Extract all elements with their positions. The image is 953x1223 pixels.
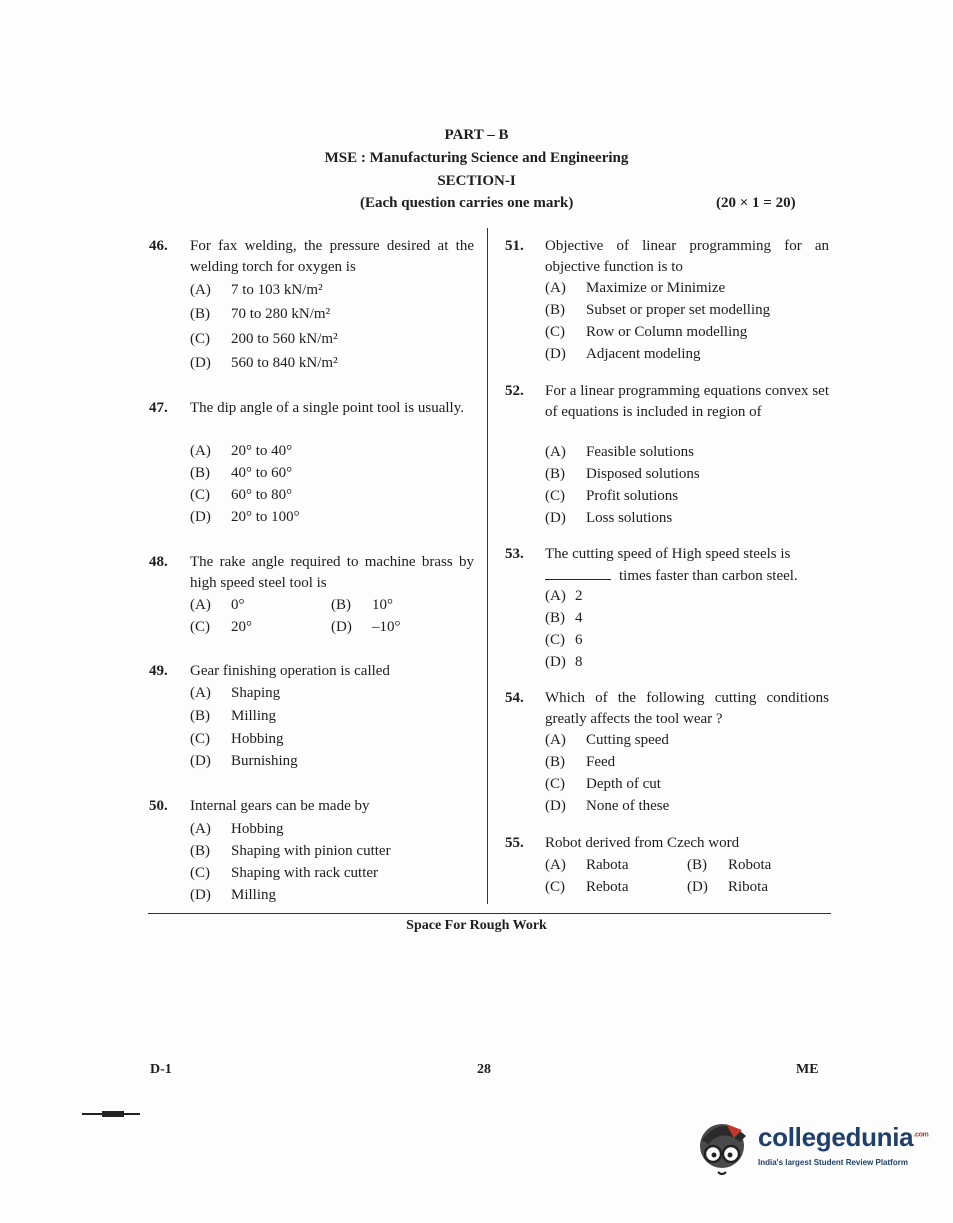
option-label: (D) [190, 355, 211, 371]
bottom-rule [148, 913, 831, 914]
option-label: (A) [545, 732, 566, 748]
option-label: (C) [190, 331, 210, 347]
option-a [190, 280, 323, 301]
option-c [190, 485, 292, 506]
logo-name: collegedunia [758, 1122, 914, 1152]
footer-code: D-1 [150, 1062, 172, 1077]
option-label: (D) [545, 346, 566, 362]
mascot-icon [696, 1120, 754, 1180]
option-a [545, 855, 629, 876]
answer-blank [545, 565, 611, 580]
option-text: Rebota [586, 879, 629, 895]
option-label: (B) [190, 306, 210, 322]
option-label: (D) [545, 798, 566, 814]
question-number: 49. [149, 663, 168, 679]
option-text: 6 [575, 632, 583, 648]
footer-subject: ME [796, 1062, 819, 1077]
option-text: None of these [586, 798, 670, 814]
option-text: Hobbing [231, 821, 284, 837]
option-text: Feasible solutions [586, 444, 694, 460]
question-text: The dip angle of a single point tool is usually. [190, 400, 464, 416]
option-label: (C) [190, 619, 210, 635]
option-a [190, 441, 292, 462]
option-text: 40° to 60° [231, 465, 293, 481]
option-label: (B) [545, 610, 565, 626]
option-a [545, 730, 669, 751]
option-a [545, 442, 694, 463]
option-label: (B) [545, 466, 565, 482]
option-text: 20° [231, 619, 252, 635]
marks-text: (20 × 1 = 20) [716, 195, 796, 211]
option-text: Shaping [231, 685, 281, 701]
option-c [190, 617, 252, 638]
question-number: 51. [505, 238, 524, 254]
question-text: The rake angle required to machine brass by high speed steel tool is [190, 554, 474, 591]
question-text: Internal gears can be made by [190, 798, 370, 814]
option-text: Burnishing [231, 753, 298, 769]
option-text: Subset or proper set modelling [586, 302, 771, 318]
logo-wordmark [758, 1122, 928, 1153]
option-label: (D) [331, 619, 352, 635]
question-text: Gear finishing operation is called [190, 663, 390, 679]
option-text: Disposed solutions [586, 466, 700, 482]
option-text: Loss solutions [586, 510, 673, 526]
option-b [545, 608, 583, 629]
option-label: (C) [545, 879, 565, 895]
option-text: Rabota [586, 857, 629, 873]
question-text: Objective of linear programming for an objective function is to [545, 238, 829, 275]
option-label: (C) [190, 731, 210, 747]
question-text: For fax welding, the pressure desired at the welding torch for oxygen is [190, 238, 474, 275]
option-c [545, 630, 583, 651]
option-label: (B) [545, 754, 565, 770]
option-b [545, 752, 615, 773]
option-label: (C) [545, 632, 565, 648]
option-c [545, 877, 629, 898]
question-text-2: times faster than carbon steel. [619, 568, 798, 584]
option-text: Profit solutions [586, 488, 679, 504]
question-number: 48. [149, 554, 168, 570]
option-text: 560 to 840 kN/m² [231, 355, 338, 371]
option-label: (C) [545, 488, 565, 504]
option-text: Ribota [728, 879, 768, 895]
option-b [190, 304, 330, 325]
logo-tagline: India's largest Student Review Platform [758, 1158, 908, 1167]
option-label: (C) [190, 865, 210, 881]
question-text: For a linear programming equations convex set of equations is included in region of [545, 383, 829, 420]
option-c [190, 863, 378, 884]
option-text: 8 [575, 654, 583, 670]
option-text: 70 to 280 kN/m² [231, 306, 331, 322]
question-text: Robot derived from Czech word [545, 835, 740, 851]
option-text: 2 [575, 588, 583, 604]
option-label: (D) [190, 753, 211, 769]
column-divider [487, 228, 488, 904]
option-label: (B) [687, 857, 707, 873]
option-label: (D) [545, 510, 566, 526]
question-number: 50. [149, 798, 168, 814]
option-text: 10° [372, 597, 393, 613]
option-b [545, 464, 700, 485]
option-text: 20° to 100° [231, 509, 300, 525]
instruction-text: (Each question carries one mark) [360, 195, 574, 211]
option-label: (A) [190, 443, 211, 459]
option-text: Robota [728, 857, 772, 873]
option-text: Adjacent modeling [586, 346, 701, 362]
option-label: (A) [545, 588, 566, 604]
option-c [545, 486, 678, 507]
option-text: 0° [231, 597, 245, 613]
option-d [190, 353, 338, 374]
option-text: 60° to 80° [231, 487, 293, 503]
option-c [190, 329, 338, 350]
option-text: Milling [231, 708, 277, 724]
option-text: Depth of cut [586, 776, 661, 792]
section-heading: SECTION-I [437, 173, 516, 189]
question-number: 55. [505, 835, 524, 851]
option-text: Shaping with pinion cutter [231, 843, 391, 859]
option-label: (A) [545, 280, 566, 296]
option-label: (D) [190, 887, 211, 903]
option-d [190, 507, 300, 528]
option-text: 7 to 103 kN/m² [231, 282, 323, 298]
option-b [190, 463, 292, 484]
option-label: (B) [545, 302, 565, 318]
question-text: Which of the following cutting conditions greatly affects the tool wear ? [545, 690, 829, 727]
option-text: Milling [231, 887, 277, 903]
logo-suffix: .com [913, 1131, 929, 1139]
scan-mark [82, 1111, 140, 1117]
option-d [545, 508, 672, 529]
option-text: Hobbing [231, 731, 284, 747]
option-text: –10° [372, 619, 401, 635]
question-number: 47. [149, 400, 168, 416]
option-label: (D) [545, 654, 566, 670]
part-heading: PART – B [444, 127, 509, 143]
option-label: (C) [190, 487, 210, 503]
subject-heading: MSE : Manufacturing Science and Engineering [324, 150, 629, 166]
option-c [190, 729, 284, 750]
option-d [190, 751, 298, 772]
option-text: 4 [575, 610, 583, 626]
option-d [545, 652, 583, 673]
option-label: (B) [190, 708, 210, 724]
option-a [190, 683, 280, 704]
option-label: (A) [190, 282, 211, 298]
option-label: (B) [190, 465, 210, 481]
option-a [190, 819, 284, 840]
option-label: (A) [190, 821, 211, 837]
collegedunia-logo [696, 1120, 929, 1180]
option-a [545, 586, 583, 607]
option-b [545, 300, 770, 321]
question-number: 52. [505, 383, 524, 399]
option-text: Shaping with rack cutter [231, 865, 379, 881]
option-label: (C) [545, 324, 565, 340]
question-text: The cutting speed of High speed steels is [545, 546, 791, 562]
option-label: (B) [331, 597, 351, 613]
option-d [545, 344, 701, 365]
option-d [545, 796, 669, 817]
question-text-continued [545, 565, 798, 587]
option-b [331, 595, 393, 616]
option-b [687, 855, 771, 876]
option-label: (A) [545, 857, 566, 873]
option-label: (D) [687, 879, 708, 895]
option-a [190, 595, 245, 616]
option-text: Feed [586, 754, 616, 770]
question-number: 53. [505, 546, 524, 562]
option-label: (D) [190, 509, 211, 525]
option-d [331, 617, 401, 638]
option-label: (A) [190, 685, 211, 701]
option-d [190, 885, 276, 906]
option-label: (B) [190, 843, 210, 859]
option-b [190, 841, 391, 862]
option-d [687, 877, 768, 898]
option-label: (A) [190, 597, 211, 613]
rough-work-label: Space For Rough Work [406, 918, 547, 933]
option-label: (C) [545, 776, 565, 792]
option-text: 200 to 560 kN/m² [231, 331, 338, 347]
option-text: Cutting speed [586, 732, 669, 748]
option-b [190, 706, 276, 727]
option-text: Maximize or Minimize [586, 280, 726, 296]
option-c [545, 774, 661, 795]
page-number: 28 [477, 1062, 491, 1077]
option-text: 20° to 40° [231, 443, 293, 459]
option-text: Row or Column modelling [586, 324, 748, 340]
option-a [545, 278, 725, 299]
option-label: (A) [545, 444, 566, 460]
question-number: 54. [505, 690, 524, 706]
option-c [545, 322, 747, 343]
question-number: 46. [149, 238, 168, 254]
